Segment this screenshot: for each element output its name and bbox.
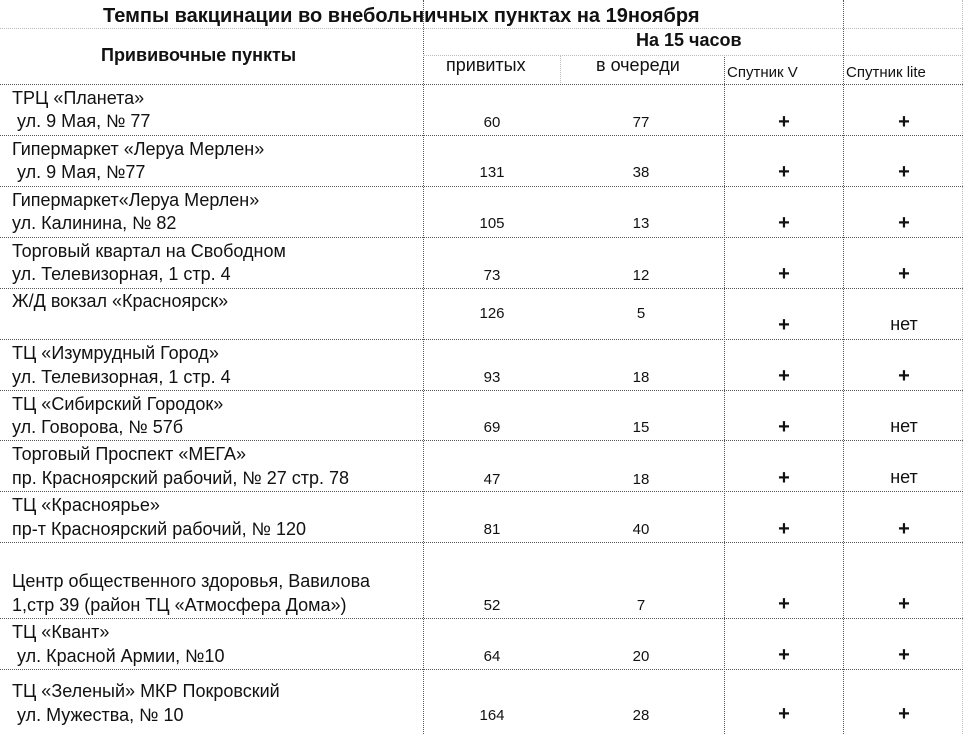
point-name: ТЦ «Красноярье»	[12, 495, 160, 515]
vaccinated-count: 52	[483, 597, 501, 614]
sputnik-lite-status: +	[898, 263, 910, 285]
sputnik-lite-header: Спутник lite	[846, 64, 926, 81]
grid-line	[560, 55, 561, 85]
vaccinated-count: 81	[483, 521, 501, 538]
sputnik-lite-status: +	[898, 111, 910, 133]
vaccinated-count: 47	[483, 471, 501, 488]
grid-line	[0, 84, 963, 85]
point-address: ул. Телевизорная, 1 стр. 4	[12, 264, 231, 284]
sputnik-v-status: +	[778, 593, 790, 615]
queue-count: 13	[632, 215, 650, 232]
sputnik-lite-status: +	[898, 365, 910, 387]
point-name: Гипермаркет «Леруа Мерлен»	[12, 139, 265, 159]
point-name: ТЦ «Квант»	[12, 622, 110, 642]
sputnik-v-status: +	[778, 467, 790, 489]
queue-count: 18	[632, 471, 650, 488]
point-address: ул. 9 Мая, № 77	[12, 111, 151, 131]
vaccinated-count: 105	[479, 215, 505, 232]
queue-count: 15	[632, 419, 650, 436]
sputnik-lite-status: +	[898, 518, 910, 540]
queue-header: в очереди	[596, 55, 680, 75]
grid-line	[0, 339, 963, 340]
point-address: пр. Красноярский рабочий, № 27 стр. 78	[12, 468, 350, 488]
grid-line	[0, 390, 963, 391]
queue-count: 18	[632, 369, 650, 386]
grid-line	[0, 491, 963, 492]
grid-line	[0, 288, 963, 289]
point-name: ТЦ «Сибирский Городок»	[12, 394, 224, 414]
time-header: На 15 часов	[636, 30, 742, 50]
sputnik-lite-status: нет	[890, 314, 918, 334]
point-name: Ж/Д вокзал «Красноярск»	[12, 291, 229, 311]
queue-count: 7	[636, 597, 646, 614]
page-title: Темпы вакцинации во внебольничных пунктах на 19ноября	[103, 5, 700, 27]
sputnik-v-status: +	[778, 212, 790, 234]
sputnik-lite-status: +	[898, 161, 910, 183]
vaccinated-count: 164	[479, 707, 505, 724]
grid-line	[0, 669, 963, 670]
sputnik-lite-status: +	[898, 703, 910, 725]
sputnik-v-status: +	[778, 703, 790, 725]
grid-line	[0, 28, 963, 29]
point-name: Гипермаркет«Леруа Мерлен»	[12, 190, 260, 210]
point-name: ТРЦ «Планета»	[12, 88, 145, 108]
point-name: ТЦ «Зеленый» МКР Покровский	[12, 681, 280, 701]
sputnik-lite-status: +	[898, 212, 910, 234]
grid-line	[0, 542, 963, 543]
vaccinated-count: 126	[479, 305, 505, 322]
grid-line	[423, 0, 424, 734]
vaccinated-count: 69	[483, 419, 501, 436]
point-address: ул. Говорова, № 57б	[12, 417, 184, 437]
vaccinated-count: 64	[483, 648, 501, 665]
point-address: ул. Красной Армии, №10	[12, 646, 225, 666]
queue-count: 28	[632, 707, 650, 724]
grid-line	[724, 55, 725, 734]
sputnik-lite-status: нет	[890, 416, 918, 436]
queue-count: 12	[632, 267, 650, 284]
sputnik-v-status: +	[778, 263, 790, 285]
grid-line	[0, 186, 963, 187]
grid-line	[0, 440, 963, 441]
sputnik-lite-status: +	[898, 644, 910, 666]
sputnik-v-status: +	[778, 518, 790, 540]
vaccinated-header: привитых	[446, 55, 526, 75]
sputnik-v-status: +	[778, 644, 790, 666]
point-name: Торговый квартал на Свободном	[12, 241, 286, 261]
sputnik-v-status: +	[778, 416, 790, 438]
sputnik-v-status: +	[778, 111, 790, 133]
sputnik-v-header: Спутник V	[727, 64, 798, 81]
queue-count: 5	[636, 305, 646, 322]
point-address: ул. Телевизорная, 1 стр. 4	[12, 367, 231, 387]
sputnik-lite-status: нет	[890, 467, 918, 487]
grid-line	[843, 0, 844, 734]
vaccinated-count: 73	[483, 267, 501, 284]
point-name: Центр общественного здоровья, Вавилова	[12, 571, 370, 591]
sputnik-v-status: +	[778, 365, 790, 387]
queue-count: 77	[632, 114, 650, 131]
point-address: пр-т Красноярский рабочий, № 120	[12, 519, 306, 539]
vaccinated-count: 131	[479, 164, 505, 181]
points-header: Прививочные пункты	[101, 45, 297, 65]
grid-line	[0, 618, 963, 619]
queue-count: 20	[632, 648, 650, 665]
grid-line	[0, 237, 963, 238]
sputnik-v-status: +	[778, 314, 790, 336]
point-name: ТЦ «Изумрудный Город»	[12, 343, 219, 363]
sputnik-lite-status: +	[898, 593, 910, 615]
point-name: Торговый Проспект «МЕГА»	[12, 444, 246, 464]
queue-count: 38	[632, 164, 650, 181]
point-address: ул. Мужества, № 10	[12, 705, 184, 725]
grid-line	[0, 135, 963, 136]
vaccinated-count: 60	[483, 114, 501, 131]
point-address: ул. 9 Мая, №77	[12, 162, 146, 182]
vaccinated-count: 93	[483, 369, 501, 386]
sputnik-v-status: +	[778, 161, 790, 183]
point-address: ул. Калинина, № 82	[12, 213, 177, 233]
point-address: 1,стр 39 (район ТЦ «Атмосфера Дома»)	[12, 595, 347, 615]
queue-count: 40	[632, 521, 650, 538]
